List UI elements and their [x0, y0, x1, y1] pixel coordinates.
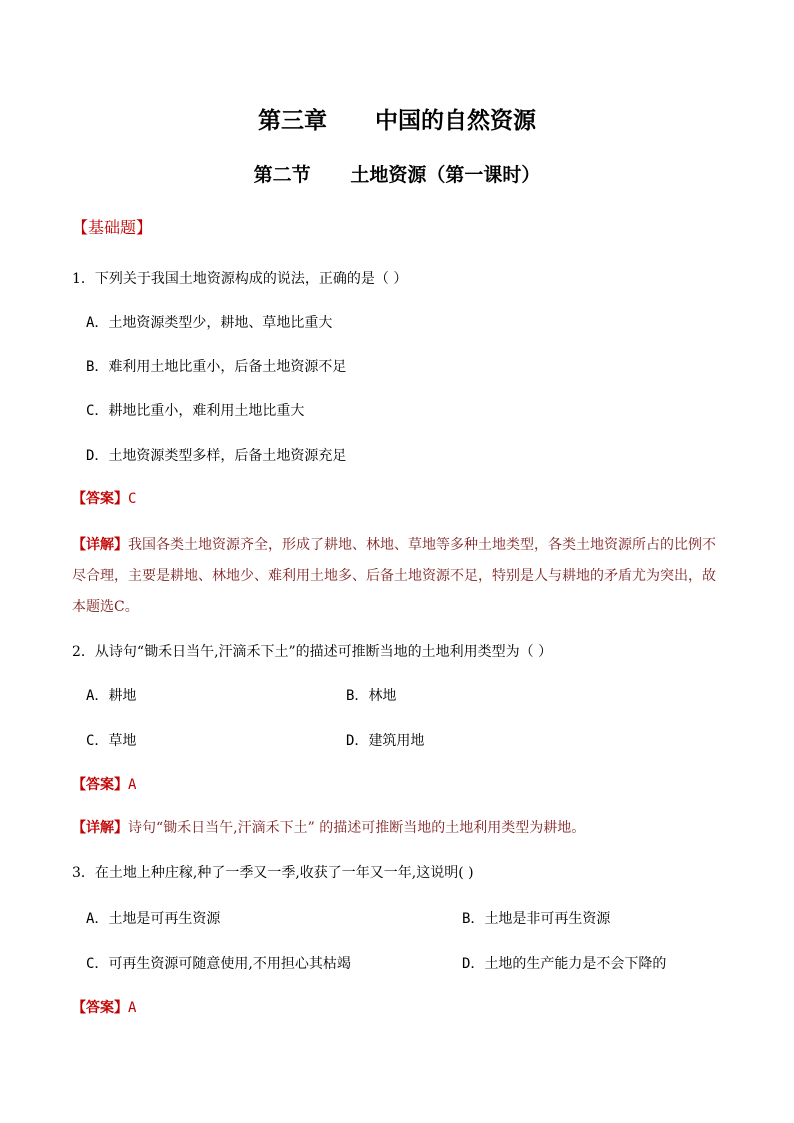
option-letter: B． — [462, 911, 485, 927]
option-text: 耕地 — [108, 688, 137, 704]
question-2-answer — [72, 776, 136, 794]
question-1-option-b — [86, 358, 346, 376]
question-3-option-b — [462, 910, 610, 928]
answer-tag: 【答案】 — [72, 1000, 128, 1016]
answer-tag: 【答案】 — [72, 777, 128, 793]
question-2-option-c — [86, 732, 136, 750]
option-letter: A． — [86, 688, 109, 704]
question-1-detail — [72, 530, 724, 623]
option-text: 土地的生产能力是不会下降的 — [484, 956, 667, 972]
question-1-stem: 1．下列关于我国土地资源构成的说法，正确的是（ ） — [72, 271, 408, 287]
question-3-stem: 3．在土地上种庄稼,种了一季又一季,收获了一年又一年,这说明( ) — [72, 865, 474, 881]
detail-tag: 【详解】 — [72, 537, 128, 553]
detail-tag: 【详解】 — [72, 820, 128, 836]
option-text: 土地资源类型少，耕地、草地比重大 — [108, 315, 333, 331]
option-letter: A． — [86, 911, 109, 927]
option-text: 林地 — [368, 688, 397, 704]
detail-text: 诗句“锄禾日当午,汗滴禾下土” 的描述可推断当地的土地利用类型为耕地。 — [128, 820, 586, 836]
question-2-option-b — [346, 687, 396, 705]
option-letter: B． — [86, 359, 109, 375]
question-1-option-c — [86, 402, 304, 420]
option-letter: A． — [86, 315, 109, 331]
option-letter: C． — [86, 956, 109, 972]
option-letter: D． — [346, 733, 369, 749]
option-text: 土地是非可再生资源 — [484, 911, 611, 927]
question-2-detail — [72, 813, 724, 844]
option-letter: B． — [346, 688, 369, 704]
answer-value: C — [128, 491, 137, 507]
question-2-option-a — [86, 687, 136, 705]
option-text: 建筑用地 — [368, 733, 425, 749]
question-2-stem: 2．从诗句“锄禾日当午,汗滴禾下土”的描述可推断当地的土地利用类型为（ ） — [72, 644, 553, 660]
answer-value: A — [128, 777, 137, 793]
option-letter: C． — [86, 403, 109, 419]
detail-text: 我国各类土地资源齐全，形成了耕地、林地、草地等多种土地类型，各类土地资源所占的比例不尽合理，主要是耕地、林地少、难利用土地多、后备土地资源不足，特别是人与耕地的矛盾尤为突出，故本题选C。 — [72, 537, 716, 615]
question-1-answer — [72, 490, 136, 508]
option-text: 草地 — [108, 733, 137, 749]
question-3-option-a — [86, 910, 220, 928]
option-text: 土地是可再生资源 — [108, 911, 221, 927]
section-title: 第二节 土地资源（第一课时） — [253, 164, 541, 186]
question-3-answer — [72, 999, 136, 1017]
category-label: 【基础题】 — [72, 218, 153, 237]
answer-value: A — [128, 1000, 137, 1016]
question-1-option-d — [86, 447, 346, 465]
answer-tag: 【答案】 — [72, 491, 128, 507]
option-text: 难利用土地比重小，后备土地资源不足 — [108, 359, 347, 375]
option-letter: C． — [86, 733, 109, 749]
option-text: 土地资源类型多样，后备土地资源充足 — [108, 448, 347, 464]
question-2-option-d — [346, 732, 424, 750]
question-3-option-c — [86, 955, 351, 973]
option-letter: D． — [86, 448, 109, 464]
option-text: 可再生资源可随意使用,不用担心其枯竭 — [108, 956, 351, 972]
option-text: 耕地比重小，难利用土地比重大 — [108, 403, 305, 419]
option-letter: D． — [462, 956, 485, 972]
question-1-option-a — [86, 314, 332, 332]
question-3-option-d — [462, 955, 666, 973]
chapter-title: 第三章 中国的自然资源 — [257, 107, 537, 134]
